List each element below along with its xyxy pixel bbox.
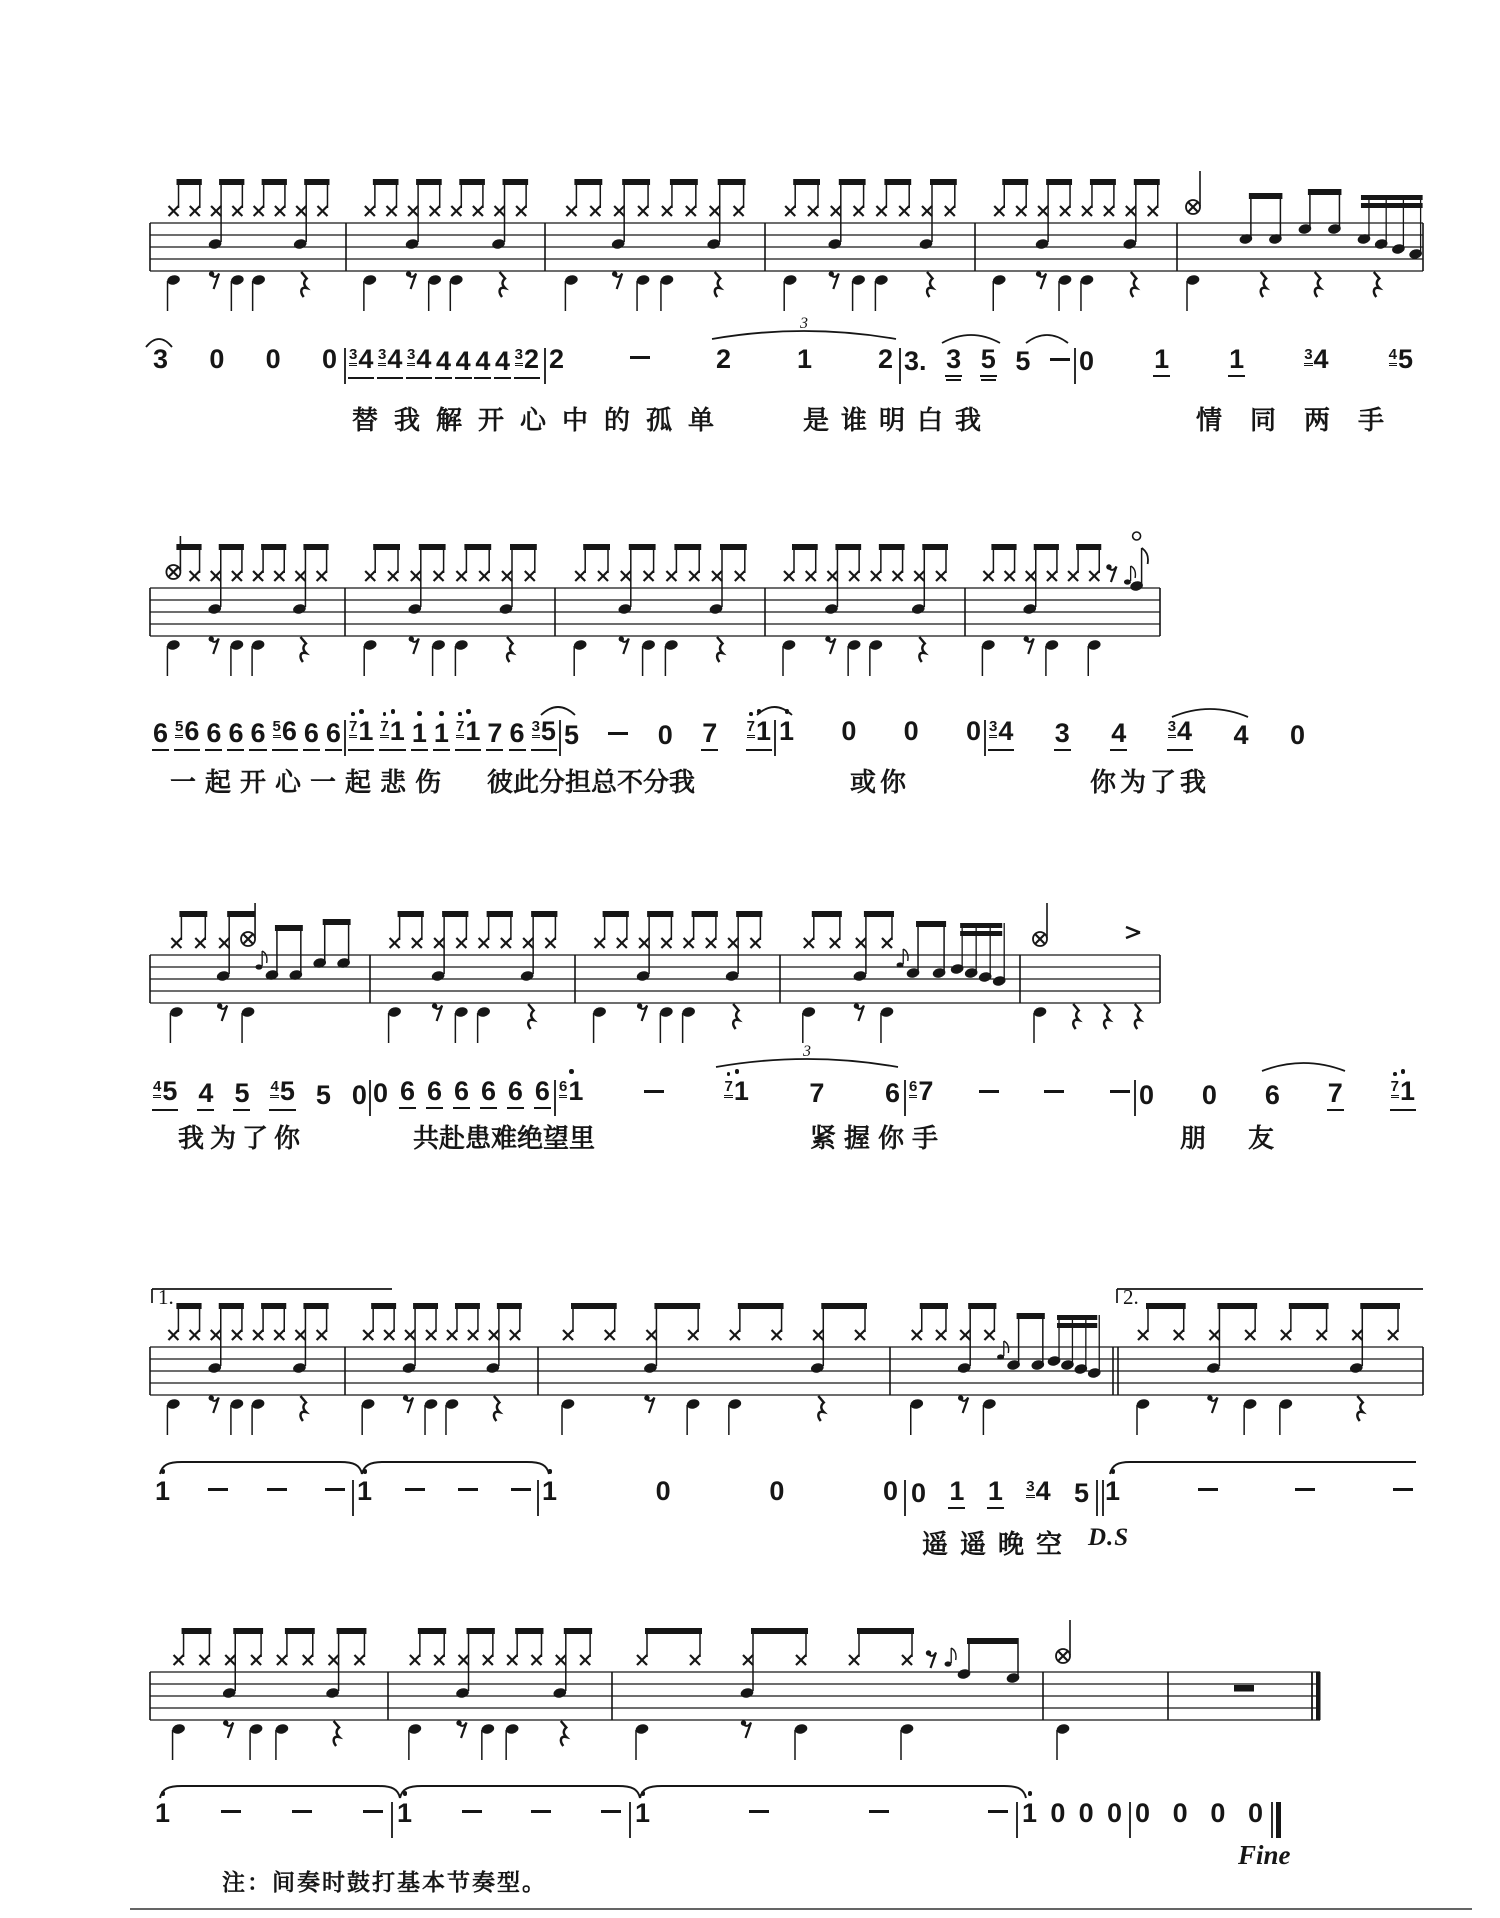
- jianpu-note: 0: [841, 716, 857, 746]
- jianpu-note: 56: [174, 718, 200, 751]
- slur-arc: [1262, 1063, 1345, 1071]
- jianpu-note: 61: [558, 1078, 584, 1109]
- jianpu-note: 34: [988, 718, 1014, 751]
- jianpu-note: 71: [1390, 1078, 1416, 1111]
- jianpu-note: 32: [514, 346, 540, 379]
- staff-measure-groove: [1136, 1303, 1400, 1435]
- jianpu-note: 71: [723, 1078, 749, 1109]
- slur-arc: [541, 707, 575, 715]
- jianpu-note: 4: [1233, 720, 1249, 750]
- jianpu-note: 6: [325, 720, 342, 751]
- jianpu-note: 0: [1079, 346, 1095, 376]
- slur-arc: [362, 1462, 549, 1474]
- jianpu-note: 2: [877, 344, 893, 374]
- slur-arc: [712, 315, 896, 339]
- lyric-phrase: 情同两手: [1196, 405, 1413, 435]
- volta-label: 1.: [158, 1285, 174, 1309]
- lyric-phrase: 遥遥晚空: [922, 1529, 1075, 1559]
- jianpu-note: 0: [965, 716, 981, 746]
- jianpu-note: 1: [796, 344, 812, 374]
- jianpu-note: 0: [209, 344, 225, 374]
- staff-measure-groove: [561, 1303, 867, 1435]
- staff-measure-groove: [408, 1628, 593, 1760]
- slur-arc: [640, 1786, 1026, 1798]
- jianpu-note: 3: [945, 346, 962, 377]
- jianpu-note: 1: [433, 720, 450, 751]
- jianpu-note: 1: [1228, 346, 1245, 377]
- jianpu-note: 0: [903, 716, 919, 746]
- staff-measure-groove: [166, 1303, 329, 1435]
- jianpu-note: 1: [1104, 1478, 1121, 1507]
- jianpu-note: 5: [980, 346, 997, 377]
- jianpu-note: 2: [549, 344, 565, 374]
- staff-measure-grooveOpen: [981, 532, 1148, 676]
- slur-arc: [1026, 335, 1068, 343]
- lyric-phrase: 共赴患难绝望里: [413, 1123, 596, 1153]
- staff-measure-groove: [992, 179, 1160, 311]
- jianpu-note: 0: [321, 344, 337, 374]
- staff-measure-groove: [166, 536, 329, 676]
- jianpu-note: 7: [701, 720, 718, 751]
- ds-marking: D.S: [1088, 1524, 1130, 1551]
- lyric-phrase: 你为了我: [1090, 767, 1211, 797]
- jianpu-note: 0: [769, 1476, 785, 1506]
- jianpu-note: 0: [1139, 1080, 1155, 1110]
- jianpu-note: 71: [746, 718, 772, 751]
- jianpu-note: 6: [205, 720, 222, 751]
- jianpu-note: 7: [1327, 1080, 1344, 1111]
- lyric-phrase: 我为了你: [178, 1123, 307, 1153]
- staff-measure-groove: [783, 179, 957, 311]
- staff-measure-groove: [564, 179, 746, 311]
- jianpu-note: 0: [655, 1476, 671, 1506]
- jianpu-note: 34: [348, 346, 374, 379]
- jianpu-note: 0: [1172, 1798, 1188, 1828]
- lyric-phrase: 是谁明白我: [803, 405, 994, 435]
- svg-text:3: 3: [803, 1043, 811, 1060]
- jianpu-note: 1: [356, 1478, 373, 1507]
- jianpu-note: 45: [152, 1078, 178, 1111]
- jianpu-note: 6: [249, 720, 266, 751]
- slur-arc: [1172, 709, 1248, 717]
- staff-measure-groove: [361, 1303, 522, 1435]
- lyric-phrase: 或你: [850, 767, 911, 797]
- jianpu-note: 0: [1289, 720, 1305, 750]
- jianpu-note: 56: [272, 718, 298, 751]
- staff-measure-crashHold: [1033, 903, 1141, 1043]
- staff-measure-grooveFillEnd: [635, 1628, 1021, 1760]
- staff-measure-groove: [171, 1628, 366, 1760]
- jianpu-note: 1: [778, 718, 795, 747]
- staff-measure-groove: [387, 911, 557, 1043]
- jianpu-note: 71: [348, 718, 374, 751]
- jianpu-note: 71: [455, 718, 481, 751]
- jianpu-note: 1: [396, 1800, 413, 1829]
- svg-text:3: 3: [800, 315, 808, 332]
- staff-measure-groove: [363, 544, 537, 676]
- lyric-phrase: 朋友: [1180, 1123, 1317, 1153]
- staff-system: [150, 903, 1160, 1043]
- staff-system: [150, 171, 1423, 311]
- staff-measure-crashHold: [1056, 1620, 1071, 1760]
- jianpu-note: 6: [507, 1078, 524, 1109]
- jianpu-note: 3: [153, 344, 169, 374]
- fine-marking: Fine: [1238, 1840, 1291, 1870]
- lyric-phrase: 替我解开心中的孤单: [352, 405, 731, 435]
- staff-system: [150, 532, 1160, 676]
- jianpu-note: 0: [882, 1476, 898, 1506]
- jianpu-note: 34: [1167, 718, 1193, 751]
- jianpu-note: 6: [480, 1078, 497, 1109]
- jianpu-note: 6: [509, 720, 526, 751]
- staff-measure-groove: [782, 544, 948, 676]
- jianpu-note: 3: [1054, 720, 1071, 751]
- staff-measure-groove: [573, 544, 747, 676]
- jianpu-note: 34: [1026, 1476, 1051, 1506]
- jianpu-note: 1: [541, 1478, 558, 1507]
- jianpu-note: 0: [1210, 1798, 1226, 1828]
- jianpu-note: 5: [233, 1080, 250, 1111]
- jianpu-note: 0: [1078, 1798, 1094, 1828]
- jianpu-note: 0: [1135, 1798, 1151, 1828]
- jianpu-note: 5: [1015, 346, 1031, 376]
- staff-system: [150, 1285, 1423, 1435]
- jianpu-note: 5: [1073, 1478, 1089, 1508]
- jianpu-note: 0: [1050, 1798, 1066, 1828]
- jianpu-note: 0: [657, 720, 673, 750]
- slur-arc: [716, 1043, 898, 1067]
- jianpu-note: 0: [1106, 1798, 1122, 1828]
- jianpu-note: 0: [373, 1078, 389, 1108]
- jianpu-note: 4: [455, 348, 472, 379]
- jianpu-note: 4: [435, 348, 452, 379]
- staff-measure-wholeRest: [1234, 1685, 1254, 1692]
- jianpu-note: 34: [1304, 344, 1329, 374]
- slur-arc: [942, 335, 1000, 343]
- staff-system: [150, 1620, 1321, 1760]
- jianpu-note: 7: [486, 720, 503, 751]
- slur-arc: [400, 1786, 640, 1798]
- jianpu-note: 1: [154, 1478, 171, 1507]
- jianpu-note: 1: [948, 1478, 965, 1509]
- jianpu-note: 6: [227, 720, 244, 751]
- jianpu-note: 0: [1201, 1080, 1217, 1110]
- jianpu-note: 6: [152, 720, 169, 751]
- jianpu-note: 1: [634, 1800, 651, 1829]
- jianpu-note: 7: [809, 1078, 825, 1108]
- slur-arc: [160, 1786, 400, 1798]
- footnote: 注：间奏时鼓打基本节奏型。: [222, 1869, 547, 1895]
- staff-measure-fillDesc: [1186, 171, 1423, 311]
- jianpu-note: 1: [154, 1800, 171, 1829]
- jianpu-note: 45: [269, 1078, 295, 1111]
- slur-arc: [146, 339, 172, 347]
- jianpu-note: 1: [411, 720, 428, 751]
- jianpu-note: 4: [197, 1080, 214, 1111]
- jianpu-note: 5: [315, 1080, 331, 1110]
- jianpu-note: 4: [494, 348, 511, 379]
- jianpu-note: 34: [377, 346, 403, 379]
- slur-arc: [757, 707, 792, 715]
- page-edge-line: [130, 1908, 1472, 1910]
- staff-measure-groove: [166, 179, 329, 311]
- jianpu-note: 6: [534, 1078, 551, 1109]
- volta-label: 2.: [1123, 1285, 1139, 1309]
- jianpu-note: 35: [531, 718, 557, 751]
- jianpu-note: 1: [987, 1478, 1004, 1509]
- jianpu-note: 6: [303, 720, 320, 751]
- jianpu-note: 34: [406, 346, 432, 379]
- staff-measure-fill16: [801, 911, 1006, 1043]
- staff-measure-grooveFillEnd: [169, 903, 351, 1043]
- jianpu-note: 6: [453, 1078, 470, 1109]
- jianpu-note: 0: [911, 1478, 927, 1508]
- jianpu-note: 6: [884, 1078, 900, 1108]
- jianpu-note: 45: [1388, 344, 1413, 374]
- jianpu-note: 0: [1247, 1798, 1263, 1828]
- lyric-phrase: 紧握你手: [810, 1123, 947, 1153]
- slur-arc: [1110, 1462, 1416, 1474]
- jianpu-note: 67: [909, 1076, 934, 1106]
- jianpu-note: 4: [1110, 720, 1127, 751]
- jianpu-note: 6: [426, 1078, 443, 1109]
- lyric-phrase: 彼此分担总不分我: [487, 767, 696, 797]
- jianpu-note: 1: [1153, 346, 1170, 377]
- jianpu-note: 0: [351, 1080, 367, 1110]
- jianpu-note: 3.: [904, 346, 927, 376]
- slur-arc: [160, 1462, 362, 1474]
- jianpu-note: 0: [265, 344, 281, 374]
- jianpu-note: 6: [1264, 1080, 1280, 1110]
- jianpu-note: 6: [399, 1078, 416, 1109]
- jianpu-note: 71: [379, 718, 405, 751]
- jianpu-note: 5: [564, 720, 580, 750]
- lyric-phrase: 一起开心一起悲伤: [170, 767, 451, 797]
- jianpu-note: 1: [1021, 1800, 1038, 1829]
- staff-measure-fill16: [909, 1303, 1101, 1435]
- staff-measure-groove: [363, 179, 529, 311]
- jianpu-note: 2: [715, 344, 731, 374]
- jianpu-note: 4: [474, 348, 491, 379]
- staff-measure-groove: [592, 911, 762, 1043]
